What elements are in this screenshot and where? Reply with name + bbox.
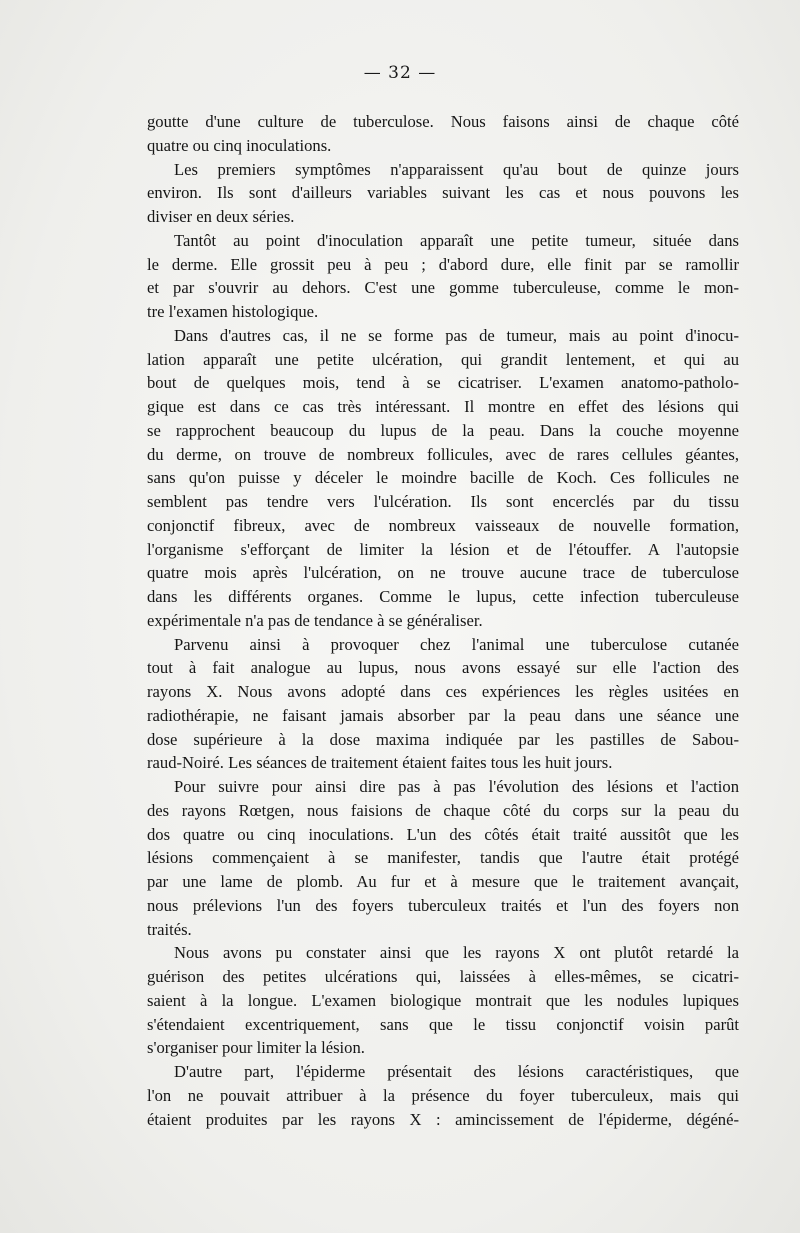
text-line: Tantôt au point d'inoculation apparaît une petite tumeur, située dans bbox=[174, 230, 739, 250]
text-line: et par s'ouvrir au dehors. C'est une gomme tuberculeuse, comme le mon- bbox=[147, 278, 739, 298]
text-line: quatre ou cinq inoculations. bbox=[147, 135, 332, 155]
text-line: D'autre part, l'épiderme présentait des lésions caractéristiques, que bbox=[174, 1062, 739, 1081]
text-line: environ. Ils sont d'ailleurs variables suivant les cas et nous pouvons les bbox=[147, 183, 739, 203]
text-line: Pour suivre pour ainsi dire pas à pas l'évolution des lésions et l'action bbox=[174, 777, 739, 796]
text-line: guérison des petites ulcérations qui, laissées à elles-mêmes, se cicatri- bbox=[147, 967, 739, 986]
text-line: s'étendaient excentriquement, sans que le tissu conjonctif voisin parût bbox=[147, 1014, 739, 1034]
text-line: dose supérieure à la dose maxima indiquée par les pastilles de Sabou- bbox=[147, 729, 739, 749]
text-line: lation apparaît une petite ulcération, qui grandit lentement, et qui au bbox=[147, 349, 739, 369]
text-line: raud-Noiré. Les séances de traitement étaient faites tous les huit jours. bbox=[147, 753, 613, 773]
body-text bbox=[147, 110, 739, 1131]
text-line: rayons X. Nous avons adopté dans ces expériences les règles usitées en bbox=[147, 682, 739, 701]
text-line: l'on ne pouvait attribuer à la présence du foyer tuberculeux, mais qui bbox=[147, 1085, 739, 1105]
text-line: des rayons Rœtgen, nous faisions de chaque côté du corps sur la peau du bbox=[147, 800, 739, 820]
text-line: Les premiers symptômes n'apparaissent qu'au bout de quinze jours bbox=[174, 159, 739, 179]
text-line: se rapprochent beaucoup du lupus de la peau. Dans la couche moyenne bbox=[147, 420, 739, 440]
text-line: Nous avons pu constater ainsi que les rayons X ont plutôt retardé la bbox=[174, 943, 739, 963]
text-line: s'organiser pour limiter la lésion. bbox=[147, 1038, 365, 1058]
text-line: dos quatre ou cinq inoculations. L'un des côtés était traité aussitôt que les bbox=[147, 824, 739, 844]
text-line: le derme. Elle grossit peu à peu ; d'abord dure, elle finit par se ramollir bbox=[147, 254, 739, 274]
text-line: radiothérapie, ne faisant jamais absorber par la peau dans une séance une bbox=[147, 705, 739, 725]
text-line: Parvenu ainsi à provoquer chez l'animal une tuberculose cutanée bbox=[174, 634, 739, 654]
text-line: conjonctif fibreux, avec de nombreux vaisseaux de nouvelle formation, bbox=[147, 515, 739, 535]
text-line: sans qu'on puisse y déceler le moindre bacille de Koch. Ces follicules ne bbox=[147, 468, 739, 488]
text-line: lésions commençaient à se manifester, tandis que l'autre était protégé bbox=[147, 848, 739, 868]
text-line: quatre mois après l'ulcération, on ne trouve aucune trace de tuberculose bbox=[147, 563, 739, 583]
text-line: par une lame de plomb. Au fur et à mesure que le traitement avançait, bbox=[147, 872, 739, 891]
text-line: du derme, on trouve de nombreux follicules, avec de rares cellules géantes, bbox=[147, 444, 739, 464]
text-line: Dans d'autres cas, il ne se forme pas de tumeur, mais au point d'inocu- bbox=[174, 325, 739, 345]
text-line: expérimentale n'a pas de tendance à se généraliser. bbox=[147, 610, 483, 630]
text-line: saient à la longue. L'examen biologique montrait que les nodules lupiques bbox=[147, 990, 739, 1010]
text-line: étaient produites par les rayons X : amincissement de l'épiderme, dégéné- bbox=[147, 1109, 739, 1129]
page-number: — 32 — bbox=[363, 63, 437, 83]
text-line: nous prélevions l'un des foyers tuberculeux traités et l'un des foyers non bbox=[147, 895, 739, 915]
text-line: gique est dans ce cas très intéressant. Il montre en effet des lésions qui bbox=[147, 397, 739, 416]
text-line: goutte d'une culture de tuberculose. Nous faisons ainsi de chaque côté bbox=[147, 112, 739, 131]
text-line: l'organisme s'efforçant de limiter la lésion et de l'étouffer. A l'autopsie bbox=[147, 539, 739, 559]
text-line: traités. bbox=[147, 919, 192, 939]
text-line: dans les différents organes. Comme le lupus, cette infection tuberculeuse bbox=[147, 587, 739, 606]
text-line: bout de quelques mois, tend à se cicatriser. L'examen anatomo-patholo- bbox=[147, 373, 739, 393]
text-line: tre l'examen histologique. bbox=[147, 302, 319, 321]
text-line: tout à fait analogue au lupus, nous avons essayé sur elle l'action des bbox=[147, 658, 739, 678]
text-line: semblent pas tendre vers l'ulcération. Ils sont encerclés par du tissu bbox=[147, 492, 739, 511]
text-line: diviser en deux séries. bbox=[147, 207, 295, 226]
